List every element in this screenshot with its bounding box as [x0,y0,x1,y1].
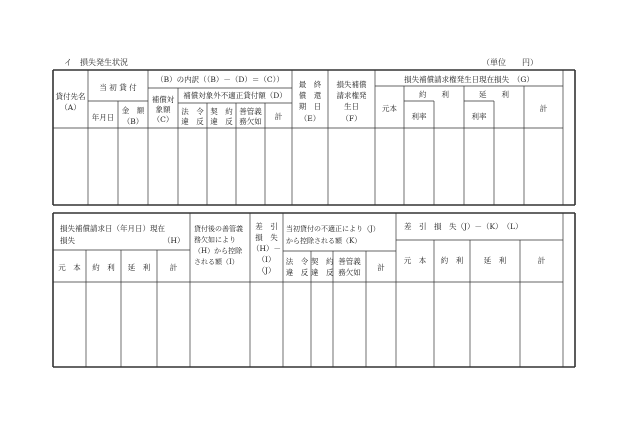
after-loan-3: （H）から控除 [194,247,243,255]
diff-2: 損 失 [255,233,278,242]
improper-1: 当初貸付の不適正により（J） [286,225,380,233]
law-violation-2: 違 反 [181,117,204,126]
final-period-3: 期 日 [298,102,322,111]
good-faith-1: 善管義 [239,107,262,116]
final-principal: 元 本 [403,256,427,265]
improper-2: から控除される額（K） [286,237,362,245]
claim-header-code: （H） [163,236,185,245]
contract-violation-2: 違 反 [210,117,233,126]
excluded-header: 補償対象外不適正貸付額（D） [183,91,287,100]
claim-principal: 元 本 [58,263,81,272]
compensated-label-2: 象額 [155,105,171,114]
diff-3: （H）－ [251,244,282,253]
loss-total: 計 [539,104,548,113]
final-total: 計 [537,256,546,265]
claim-date-1: 損失補償 [336,80,367,89]
breakdown-header: （B）の内訳（（B）－（D）＝（C）） [156,75,284,84]
loss-late-rate: 利率 [471,112,487,121]
loan-amount-label: 金 額 [121,106,145,115]
claim-total: 計 [169,263,178,272]
contract-violation-1: 契 約 [210,107,233,116]
diff-4: （I） [257,255,276,264]
compensated-code: （C） [152,115,174,124]
unit-label: （単位 円） [482,58,538,67]
excluded-total: 計 [274,112,283,121]
improper-law-2: 違 反 [285,268,309,277]
final-period-2: 償 還 [298,91,322,100]
loss-principal: 元本 [382,104,397,113]
lender-name-label: 貸付先名 [55,92,86,101]
loss-late-interest: 延 利 [479,90,509,99]
good-faith-2: 務欠如 [239,117,262,126]
claim-date-2: 請求権発 [336,91,367,100]
loan-date-label: 年月日 [91,113,115,122]
claim-header-1: 損失補償請求日（年月日）現在 [60,224,165,233]
section-title: イ 損失発生状況 [64,58,128,67]
after-loan-1: 貸付後の善管義 [194,225,243,233]
final-period-code: （E） [299,114,321,123]
final-period-1: 最 終 [298,80,322,89]
compensated-label-1: 補償対 [151,95,175,104]
final-contract-interest: 約 利 [440,256,464,265]
final-loss-header: 差 引 損 失（J）－（K） （L） [404,222,523,231]
claim-contract-interest: 約 利 [92,263,115,272]
loss-header: 損失補償請求権発生日現在損失 （G） [404,75,534,84]
claim-date-code: （F） [341,114,362,123]
loan-amount-code: （B） [122,117,144,126]
lender-name-code: （A） [60,103,81,112]
improper-contract-1: 契 約 [311,257,334,266]
final-late-interest: 延 利 [483,256,507,265]
initial-loan-header: 当 初 貸 付 [99,83,137,92]
improper-good-faith-2: 務欠如 [338,268,361,277]
after-loan-4: される額（I） [194,258,239,266]
diff-5: （J） [257,266,276,275]
after-loan-2: 務欠如により [194,236,236,244]
improper-law-1: 法 令 [285,257,309,266]
improper-contract-2: 違 反 [311,268,334,277]
loss-contract-rate: 利率 [411,112,427,121]
claim-header-2: 損失 [60,236,75,245]
diff-1: 差 引 [255,222,278,231]
loss-contract-interest: 約 利 [419,90,449,99]
law-violation-1: 法 令 [181,107,204,116]
improper-total: 計 [377,263,385,272]
claim-date-3: 生日 [344,102,359,111]
improper-good-faith-1: 善管義 [338,257,361,266]
claim-late-interest: 延 利 [127,263,151,272]
